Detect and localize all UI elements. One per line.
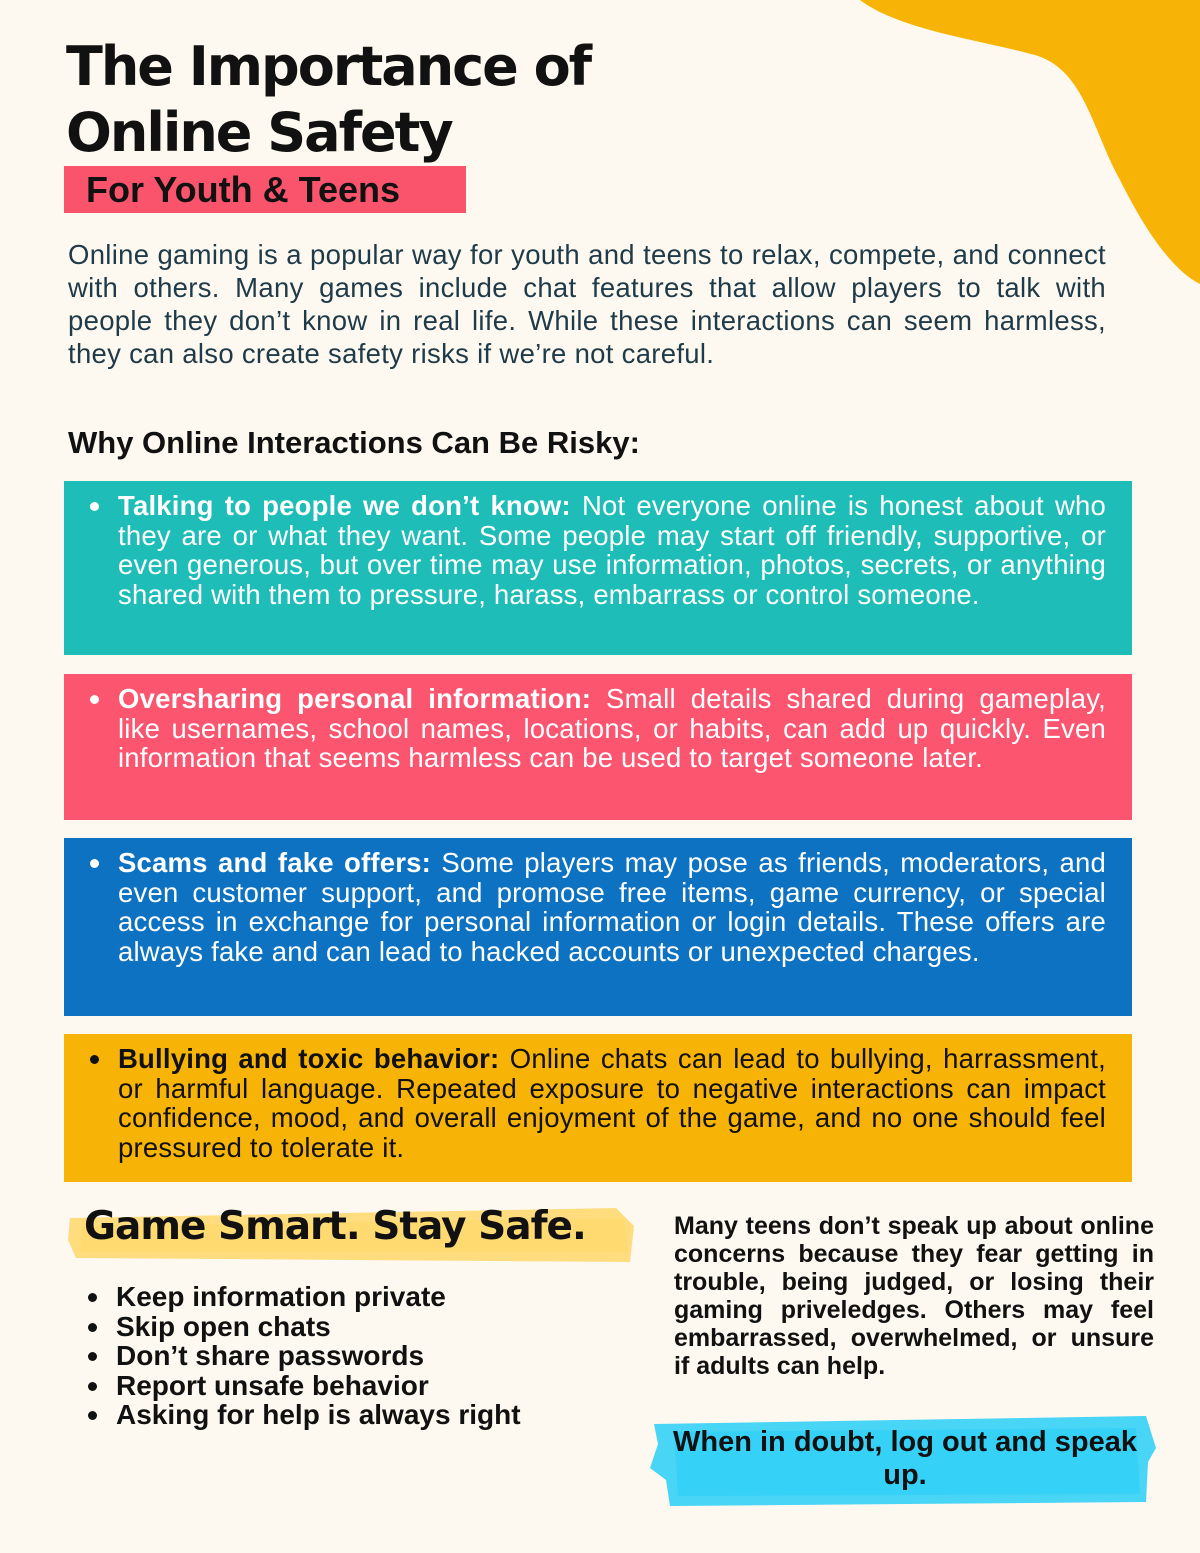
call-to-action-text: When in doubt, log out and speak up. bbox=[673, 1426, 1137, 1491]
risk-card-oversharing bbox=[64, 674, 1132, 820]
risk-title: Scams and fake offers: bbox=[118, 847, 431, 878]
tip-item: Asking for help is always right bbox=[86, 1400, 521, 1430]
risk-text bbox=[118, 848, 1106, 966]
call-to-action-highlight bbox=[650, 1410, 1160, 1510]
risk-title: Oversharing personal information: bbox=[118, 683, 592, 714]
title-line-2: Online Safety bbox=[66, 101, 452, 164]
risk-title: Bullying and toxic behavior: bbox=[118, 1043, 500, 1074]
tip-item: Don’t share passwords bbox=[86, 1341, 521, 1371]
title-line-1: The Importance of bbox=[66, 35, 591, 98]
risk-description: Some players may pose as friends, moderators, and even customer support, and promose free items, game currency, or special access in exchange for personal information or login details. These offers are always fake and can lead to hacked accounts or unexpected charges. bbox=[118, 847, 1106, 967]
subtitle-banner: For Youth & Teens bbox=[64, 166, 466, 213]
safety-tips-list bbox=[86, 1282, 521, 1430]
tip-item: Report unsafe behavior bbox=[86, 1371, 521, 1401]
risk-card-scams bbox=[64, 838, 1132, 1016]
game-smart-title: Game Smart. Stay Safe. bbox=[84, 1204, 586, 1249]
risk-card-strangers bbox=[64, 481, 1132, 655]
risk-description: Small details shared during gameplay, like usernames, school names, locations, or habits, can add up quickly. Even information that seems harmless can be used to target someone later. bbox=[118, 683, 1106, 773]
risk-card-bullying bbox=[64, 1034, 1132, 1182]
teens-concerns-note: Many teens don’t speak up about online concerns because they fear getting in trouble, being judged, or losing their gaming priveledges. Others may feel embarrassed, overwhelmed, or unsure if adults can help. bbox=[674, 1212, 1154, 1380]
risk-title: Talking to people we don’t know: bbox=[118, 490, 571, 521]
tip-item: Skip open chats bbox=[86, 1312, 521, 1342]
risk-text bbox=[118, 1044, 1106, 1162]
intro-paragraph: Online gaming is a popular way for youth and teens to relax, compete, and connect with others. Many games include chat features that allow players to talk with people they don’t know in real life. While these interactions can seem harmless, they can also create safety risks if we’re not careful. bbox=[68, 239, 1106, 369]
page-title bbox=[66, 34, 590, 166]
risk-description: Online chats can lead to bullying, harrassment, or harmful language. Repeated exposure to negative interactions can impact confidence, mood, and overall enjoyment of the game, and no one should feel pressured to tolerate it. bbox=[118, 1043, 1106, 1163]
game-smart-highlight bbox=[68, 1196, 638, 1270]
risk-text bbox=[118, 491, 1106, 609]
risk-description: Not everyone online is honest about who they are or what they want. Some people may start off friendly, supportive, or even generous, but over time may use information, photos, secrets, or anything shared with them to pressure, harass, embarrass or control someone. bbox=[118, 490, 1107, 610]
risks-heading: Why Online Interactions Can Be Risky: bbox=[68, 425, 640, 460]
risk-text bbox=[118, 684, 1106, 773]
tip-item: Keep information private bbox=[86, 1282, 521, 1312]
